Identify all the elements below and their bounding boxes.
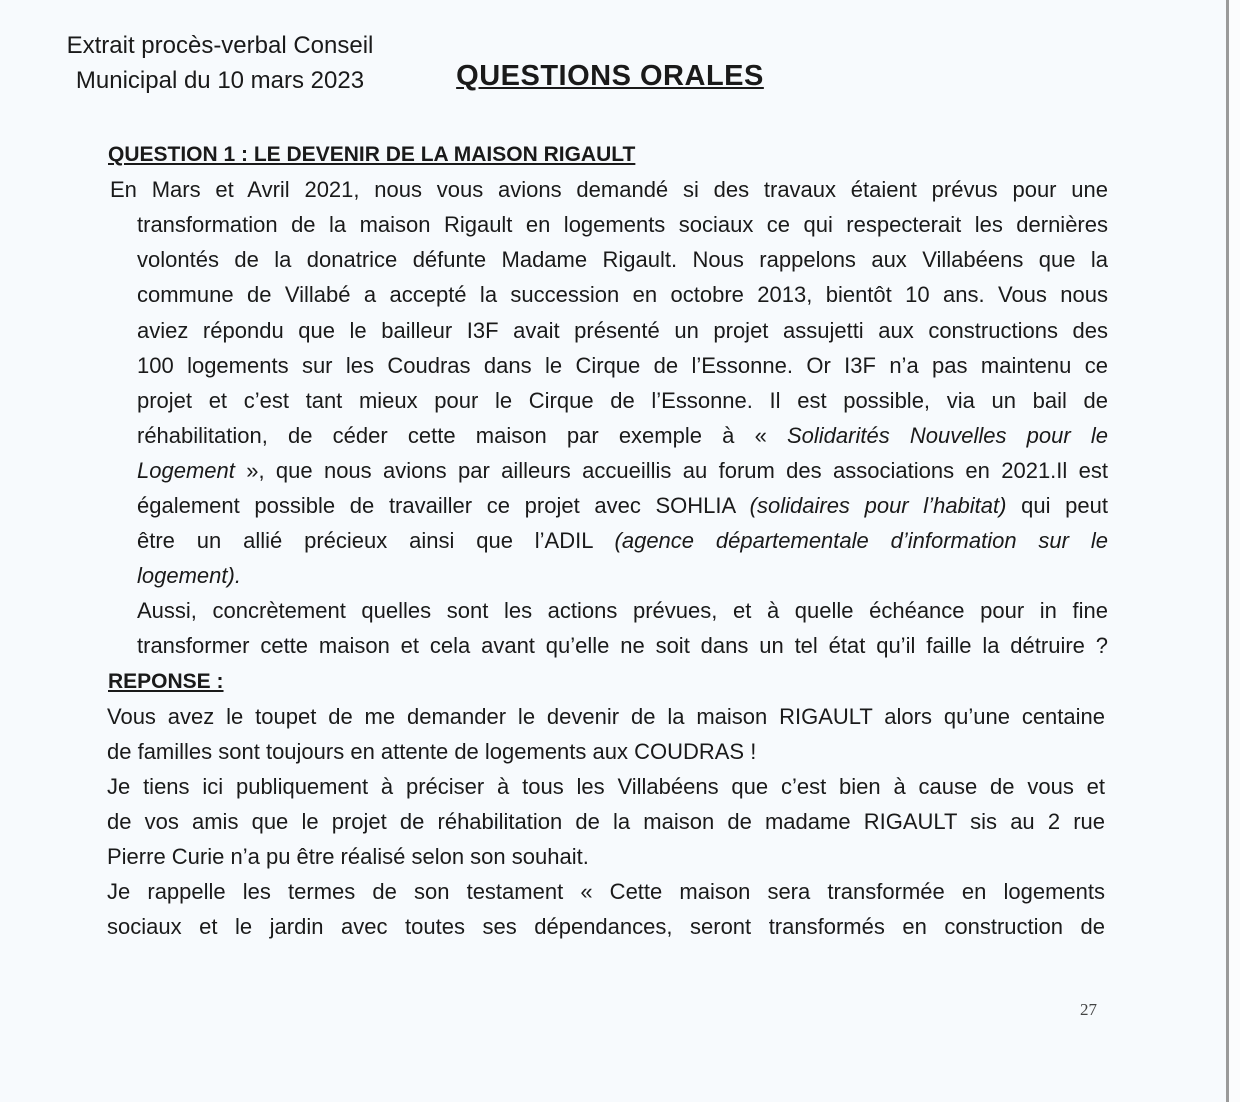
question-text-line [137, 491, 1108, 521]
text-segment: Vous avez le toupet de me demander le devenir de la maison RIGAULT alors qu’une centaine [107, 703, 1105, 729]
text-segment: de familles sont toujours en attente de logements aux COUDRAS ! [107, 738, 757, 764]
extract-caption [40, 28, 400, 98]
italic-text: (agence départementale d’information sur le [614, 528, 1108, 554]
text-segment: Pierre Curie n’a pu être réalisé selon son souhait. [107, 844, 589, 869]
text-segment: 100 logements sur les Coudras dans le Cirque de l’Essonne. Or I3F n’a pas maintenu ce [137, 352, 1108, 378]
response-text-line [107, 842, 1105, 872]
question-text-line [137, 596, 1108, 626]
question-text-line [137, 561, 1108, 591]
question-text-line [137, 280, 1108, 310]
text-segment: qui peut [1006, 493, 1108, 518]
text-segment: », que nous avions par ailleurs accueillis au forum des associations en 2021.Il est [234, 457, 1108, 483]
response-text-line [107, 877, 1105, 907]
page-title: QUESTIONS ORALES [456, 60, 764, 92]
question-heading: QUESTION 1 : LE DEVENIR DE LA MAISON RIGAULT [108, 143, 636, 166]
question-text-line [137, 421, 1108, 451]
text-segment: commune de Villabé a accepté la succession en octobre 2013, bientôt 10 ans. Vous nous [137, 282, 1108, 308]
response-text-line [107, 702, 1105, 732]
question-text-line [137, 316, 1108, 346]
extract-line: Extrait procès-verbal Conseil [66, 32, 374, 59]
italic-text: logement). [137, 563, 241, 589]
text-segment: Aussi, concrètement quelles sont les actions prévues, et à quelle échéance pour in fine [137, 598, 1108, 624]
response-text-line [107, 737, 1105, 767]
italic-text: Logement [137, 457, 235, 483]
question-text-line [137, 456, 1108, 486]
italic-text: (solidaires pour l’habitat) [749, 493, 1007, 518]
response-heading: REPONSE : [108, 669, 224, 693]
text-segment: volontés de la donatrice défunte Madame Rigault. Nous rappelons aux Villabéens que la [137, 247, 1108, 273]
question-text-line [110, 175, 1108, 205]
question-text-line [137, 245, 1108, 275]
question-text-line [137, 526, 1108, 556]
page-margin [1229, 0, 1240, 1102]
text-segment: aviez répondu que le bailleur I3F avait présenté un projet assujetti aux constructions des [137, 317, 1108, 343]
text-segment: également possible de travailler ce projet avec SOHLIA [137, 493, 750, 518]
extract-line: Municipal du 10 mars 2023 [75, 67, 365, 94]
text-segment: En Mars et Avril 2021, nous vous avions demandé si des travaux étaient prévus pour une [110, 177, 1108, 203]
text-segment: être un allié précieux ainsi que l’ADIL [137, 528, 615, 554]
text-segment: sociaux et le jardin avec toutes ses dépendances, seront transformés en construction de [107, 914, 1105, 940]
text-segment: de vos amis que le projet de réhabilitation de la maison de madame RIGAULT sis au 2 rue [107, 808, 1105, 834]
question-text-line [137, 210, 1108, 240]
text-segment: transformer cette maison et cela avant qu’elle ne soit dans un tel état qu’il faille la détruire ? [137, 633, 1108, 659]
text-segment: projet et c’est tant mieux pour le Cirque de l’Essonne. Il est possible, via un bail de [137, 387, 1108, 413]
text-segment: Je rappelle les termes de son testament « Cette maison sera transformée en logements [107, 879, 1105, 905]
page-number: 27 [1080, 1000, 1097, 1019]
question-text-line [137, 351, 1108, 381]
italic-text: Solidarités Nouvelles pour le [786, 422, 1108, 448]
text-segment: transformation de la maison Rigault en logements sociaux ce qui respecterait les dernières [137, 212, 1108, 238]
text-segment: réhabilitation, de céder cette maison par exemple à « [137, 422, 787, 448]
response-text-line [107, 912, 1105, 942]
question-text-line [137, 386, 1108, 416]
response-text-line [107, 807, 1105, 837]
response-text-line [107, 772, 1105, 802]
text-segment: Je tiens ici publiquement à préciser à tous les Villabéens que c’est bien à cause de vous et [107, 773, 1105, 799]
question-text-line [137, 631, 1108, 661]
